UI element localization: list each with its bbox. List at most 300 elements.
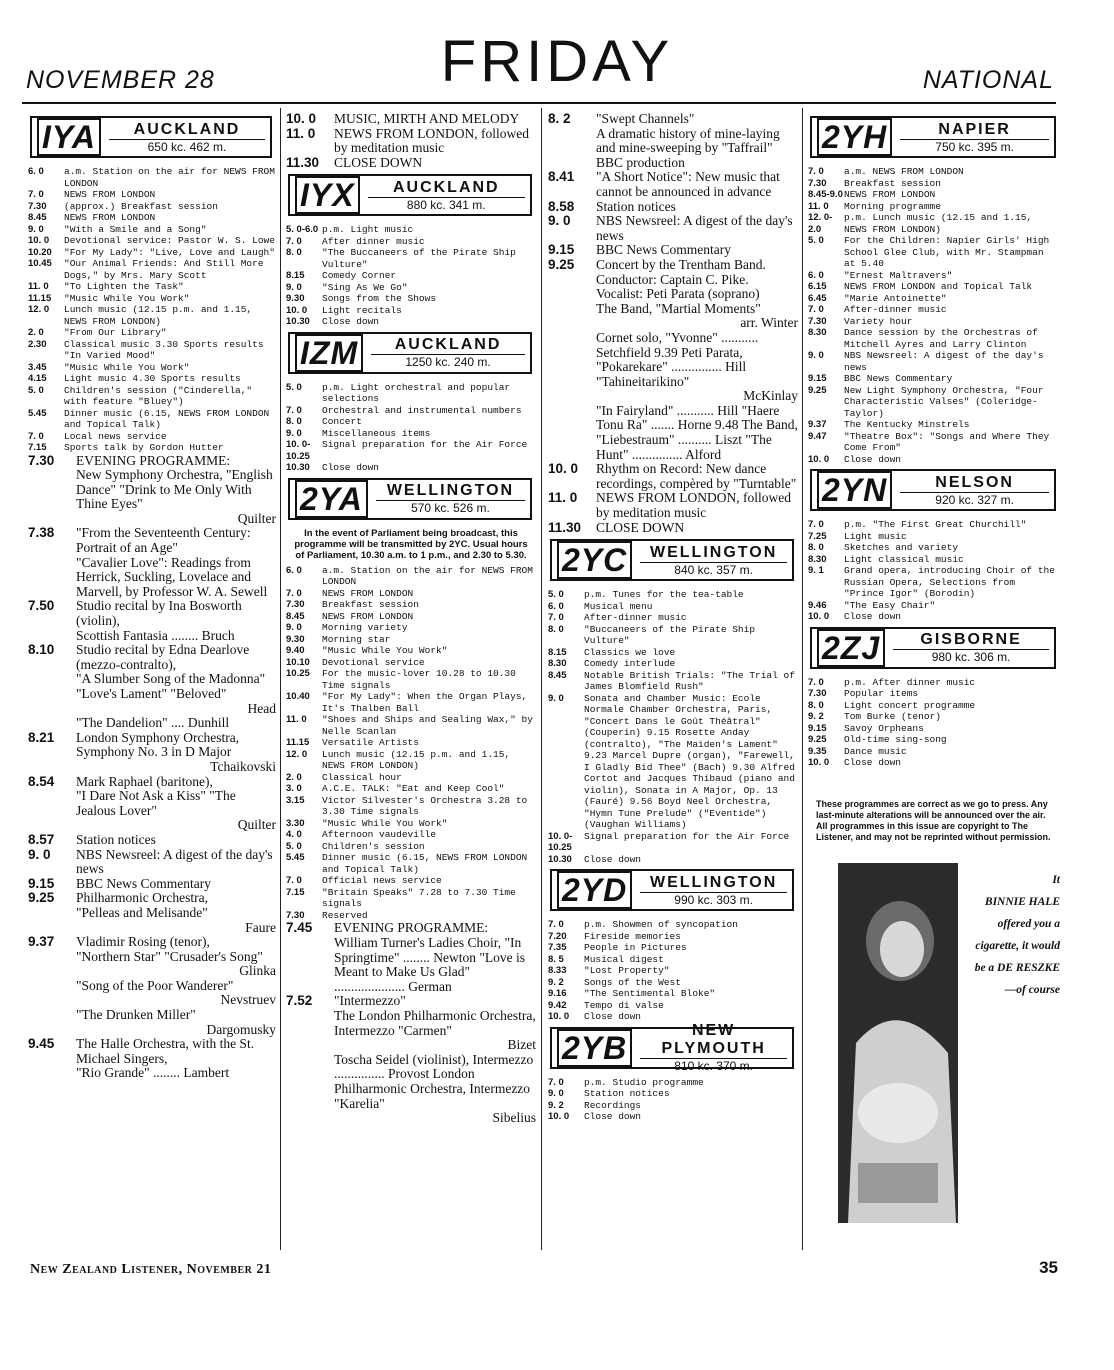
programme-item [548,1088,798,1100]
programme-text: "The Sentimental Bloke" [584,988,716,1000]
programme-text: Classics we love [584,646,676,658]
programme-detail: A dramatic history of mine-laying and mine-sweeping by "Taffrail" BBC production [596,125,780,170]
programme-time: 6. 0 [548,600,564,612]
programme-text: p.m. Light orchestral and popular selections [322,381,511,405]
programme-item [548,491,798,520]
programme-title: London Symphony Orchestra, [76,729,240,745]
programme-item [548,647,798,659]
programme-detail: "Rio Grande" ........ Lambert [76,1065,230,1081]
programme-item [286,611,536,623]
station-call-sign: 2ZJ [817,629,885,667]
station-name: GISBORNE [920,631,1022,648]
programme-detail: "A Slumber Song of the Madonna" "Love's Lament" "Beloved" [76,671,266,701]
programme-time: 9.30 [286,293,305,305]
programme-text [596,170,798,199]
programme-time: 7.50 [28,598,55,614]
station-header [550,539,794,581]
programme-item [286,112,536,127]
programme-time: 8.58 [548,198,575,214]
programme-title: NEWS FROM LONDON, followed by meditation music [334,125,529,156]
programme-time: 9.15 [808,373,827,384]
programme-text: Children's session [322,840,425,852]
programme-item [28,442,276,454]
programme-time: 9. 2 [548,976,564,988]
station-header [288,174,532,216]
programme-text: Close down [844,611,902,622]
programme-time: 8.45 [28,212,47,223]
programme-text: "Buccaneers of the Pirate Ship Vulture" [584,623,756,647]
programme-item [28,339,276,362]
programme-list [808,166,1060,465]
programme-item [286,565,536,588]
programme-text: "Music While You Work" [64,292,190,304]
programme-item [286,875,536,887]
programme-time: 10. 0 [808,453,830,465]
programme-item [808,723,1060,735]
advertisement-text [940,869,1060,1001]
programme-time: 9.46 [808,599,827,611]
programme-composer: Quilter [237,817,276,833]
programme-item [286,316,536,328]
programme-text: p.m. Tunes for the tea-table [584,589,744,601]
programme-time: 7.30 [808,315,827,327]
advertisement [828,863,1060,1233]
programme-text: Afternoon vaudeville [322,829,437,841]
programme-title: Station notices [76,831,156,847]
programme-time: 11.15 [286,737,310,749]
programme-item [808,688,1060,700]
programme-detail: "I Dare Not Ask a Kiss" "The Jealous Lover" [76,788,236,818]
programme-time: 6.15 [808,281,827,292]
programme-text: A.C.E. TALK: "Eat and Keep Cool" [322,783,505,795]
programme-time: 10.30 [548,853,572,865]
programme-item [548,658,798,670]
station-frequency: 840 kc. 357 m. [640,562,787,577]
programme-item [286,714,536,737]
programme-time: 9. 0 [286,427,302,439]
programme-text: "The Buccaneers of the Pirate Ship Vulture" [322,247,516,270]
station-info [376,482,525,515]
programme-title: CLOSE DOWN [596,519,685,535]
programme-time: 10.40 [286,691,310,703]
programme-title: BBC News Commentary [76,875,211,891]
programme-time: 10. 0 [286,112,317,126]
programme-text: Miscellaneous items [322,427,431,439]
programme-text: After-dinner music [584,612,687,624]
programme-time: 12. 0-2.0 [808,212,833,235]
programme-item [808,373,1060,385]
programme-text: Light music [844,530,907,542]
programme-item [808,677,1060,689]
programme-time: 5. 0 [548,589,564,601]
programme-text [334,994,536,1052]
programme-item [286,772,536,784]
programme-item [28,643,276,716]
programme-time: 5. 0 [808,235,824,246]
programme-detail: "The Drunken Miller" [76,1007,196,1023]
programme-text: "For My Lady": "Live, Love and Laugh" [64,246,275,258]
programme-detail: "Northern Star" "Crusader's Song" [76,948,263,964]
programme-detail: William Turner's Ladies Choir, "In Springtime" ........ Newton "Love is Meant to Make Us Glad" ..................... German [334,934,526,994]
programme-title: Rhythm on Record: New dance recordings, compèred by "Turntable" [596,461,797,491]
programme-text: Concert [322,416,362,428]
programme-list [808,677,1060,769]
programme-item [286,645,536,657]
programme-item [808,212,1060,235]
station-header [288,478,532,520]
programme-item [28,247,276,259]
programme-list [808,519,1060,623]
programme-item [808,611,1060,623]
programme-text: "Our Animal Friends: And Still More Dogs," by Mrs. Mary Scott [64,258,264,281]
programme-item [808,235,1060,270]
programme-item [808,189,1060,201]
programme-time: 9. 0 [286,622,302,634]
programme-item [548,601,798,613]
programme-text: "The Easy Chair" [844,599,936,611]
programme-text: Light concert programme [844,699,976,711]
programme-list [28,454,276,1082]
programme-text: (approx.) Breakfast session [64,200,218,212]
programme-item [548,988,798,1000]
programme-time: 9.15 [28,875,55,891]
programme-item [548,931,798,943]
programme-item [808,304,1060,316]
programme-text: Orchestral and instrumental numbers [322,404,522,416]
programme-text: Devotional service [322,656,425,668]
programme-detail: "The Dandelion" .... Dunhill [76,715,230,731]
programme-text: "With a Smile and a Song" [64,223,207,235]
programme-item [808,600,1060,612]
programme-item [808,166,1060,178]
programme-detail: Toscha Seidel (violinist), Intermezzo ............... Provost London Philharmonic Orchestra, Intermezzo "Karelia" [334,1051,534,1111]
programme-time: 3.45 [28,361,47,373]
programme-item [548,670,798,693]
ad-line: It [1052,873,1060,886]
programme-text: Close down [844,757,902,768]
programme-detail: Scottish Fantasia ........ Bruch [76,627,235,643]
column-divider [802,108,803,1250]
programme-item [28,212,276,224]
programme-text: Signal preparation for the Air Force [584,830,790,842]
programme-time: 5. 0-6.0 [286,224,319,236]
programme-text [76,935,276,979]
programme-item [808,700,1060,712]
programme-item [286,382,536,405]
programme-time: 5. 0 [286,381,302,393]
ad-line: be a DE RESZKE [974,961,1060,974]
programme-list [286,112,536,170]
programme-composer: Bizet [507,1037,536,1053]
programme-text: Close down [844,453,902,465]
programme-time: 8. 2 [548,112,571,126]
programme-time [548,331,596,404]
programme-text: Morning variety [322,622,408,634]
programme-composer: Quilter [237,510,276,526]
programme-time: 10. 0 [28,235,50,246]
programme-item [286,691,536,714]
programme-composer: Dargomusky [206,1021,276,1037]
header-day: FRIDAY [440,29,674,94]
programme-detail: "In Fairyland" ........... Hill "Haere Tonu Ra" ....... Horne 9.48 The Band, "Liebestraum" .......... Liszt "The Hunt" ............... Alford [596,402,798,462]
station-frequency: 570 kc. 526 m. [376,500,525,515]
programme-text: "Theatre Box": "Songs and Where They Come From" [844,430,1050,453]
programme-text: Musical digest [584,953,664,965]
footer-publication: New Zealand Listener, November 21 [30,1262,272,1277]
programme-title: Studio recital by Edna Dearlove (mezzo-contralto), [76,642,250,672]
programme-text: p.m. "The First Great Churchill" [844,519,1027,530]
programme-text [596,491,798,520]
programme-text: People in Pictures [584,942,687,954]
programme-list [286,921,536,1125]
programme-time: 8. 0 [808,699,824,711]
programme-title: "A Short Notice": New music that cannot be announced in advance [596,169,780,199]
programme-list [548,1077,798,1123]
programme-item [286,247,536,270]
programme-text [334,112,536,127]
programme-time: 10.30 [286,462,310,474]
programme-text: NBS Newsreel: A digest of the day's news [844,350,1044,373]
station-name: NEW PLYMOUTH [661,1022,766,1058]
station-call-sign: 2YH [817,118,892,156]
programme-text: Dinner music (6.15, NEWS FROM LONDON and Topical Talk) [322,852,528,875]
programme-text: Local news service [64,430,167,442]
programme-text: Breakfast session [844,177,941,189]
programme-item [808,542,1060,554]
programme-time: 7.30 [28,452,55,468]
programme-time: 7. 0 [286,875,302,887]
programme-time: 9.47 [808,430,827,442]
ad-line: —of course [1004,983,1060,996]
programme-item [548,170,798,199]
programme-time: 8. 0 [548,623,564,635]
programme-time: 8. 0 [286,416,302,428]
programme-text: p.m. Lunch music (12.15 and 1.15, NEWS FROM LONDON) [844,212,1033,235]
programme-item [548,200,798,215]
programme-item [808,201,1060,213]
programme-time: 7.30 [808,688,827,699]
programme-item [286,1053,536,1126]
programme-time: 10. 0 [548,1111,570,1123]
programme-text [334,1053,536,1126]
column-2 [286,112,536,1248]
programme-item [548,854,798,866]
programme-time: 10.45 [28,258,52,269]
header-rule [22,102,1056,104]
programme-item [286,818,536,830]
programme-text: NEWS FROM LONDON [64,189,156,200]
programme-time: 10. 0 [808,757,830,768]
programme-text [76,716,276,731]
programme-time: 11. 0 [808,200,829,212]
programme-item [286,829,536,841]
programme-item [286,841,536,853]
programme-text [76,877,276,892]
programme-time: 9.25 [548,256,575,272]
programme-text: Comedy Corner [322,270,397,282]
programme-title: Studio recital by Ina Bosworth (violin), [76,598,242,629]
programme-time: 7. 0 [286,404,302,416]
programme-time: 7. 0 [548,612,564,624]
programme-detail: The Band, "Martial Moments" [596,300,761,316]
programme-title: NBS Newsreel: A digest of the day's news [76,846,273,877]
programme-time: 2. 0 [28,327,44,338]
programme-item [808,519,1060,531]
programme-item [28,935,276,979]
programme-item [808,385,1060,420]
programme-item [808,419,1060,431]
station-header [550,869,794,911]
header-network: NATIONAL [922,66,1054,94]
programme-text: "Music While You Work" [322,645,448,657]
programme-time: 3.30 [286,817,305,829]
programme-item [548,331,798,404]
programme-time: 9.42 [548,999,567,1011]
programme-time: 11.30 [548,519,582,535]
programme-item [548,1077,798,1089]
programme-item [28,848,276,877]
programme-title: CLOSE DOWN [334,154,423,170]
programme-text: Close down [322,316,380,328]
programme-item [286,852,536,875]
programme-item [28,1008,276,1037]
programme-item [286,428,536,440]
station-info [371,336,525,369]
programme-time: 7. 0 [808,166,824,177]
programme-detail: Symphony No. 3 in D Major [76,744,232,760]
programme-text: NEWS FROM LONDON [64,212,156,223]
programme-time: 8.41 [548,169,575,185]
programme-time: 10. 0 [548,1011,570,1023]
programme-text: "To Lighten the Task" [64,281,184,292]
programme-item [808,327,1060,350]
ad-line: cigarette, it would [975,939,1060,952]
programme-time: 9.25 [808,384,827,396]
programme-time: 7. 0 [548,919,564,931]
programme-text: "Sing As We Go" [322,281,408,293]
station-frequency: 1250 kc. 240 m. [371,354,525,369]
programme-text: a.m. NEWS FROM LONDON [844,166,964,177]
programme-item [28,979,276,1008]
programme-item [286,657,536,669]
programme-title: NBS Newsreel: A digest of the day's news [596,213,793,243]
programme-item [548,404,798,462]
programme-text [596,214,798,243]
programme-text: Variety hour [844,315,913,327]
programme-detail: "Song of the Poor Wanderer" [76,977,234,993]
programme-detail: "Cavalier Love": Readings from Herrick, Suckling, Lovelace and Marvell, by Professor W. A. Sewell [76,554,268,599]
programme-time: 4. 0 [286,829,302,841]
programme-time: 7. 0 [808,676,824,688]
programme-title: The Halle Orchestra, with the St. Michael Singers, [76,1036,255,1066]
programme-time: 7.20 [548,930,567,942]
programme-item [548,612,798,624]
programme-detail: The London Philharmonic Orchestra, Intermezzo "Carmen" [334,1007,536,1038]
programme-text [334,921,536,994]
programme-time [28,716,76,731]
station-name: NAPIER [938,120,1011,138]
programme-time: 7.15 [28,442,47,453]
programme-text [76,731,276,775]
programme-time: 7. 0 [808,304,824,315]
programme-item [28,258,276,281]
programme-item [28,304,276,327]
programme-text: a.m. Station on the air for NEWS FROM LONDON [322,564,533,588]
programme-time: 9.16 [548,988,567,1000]
programme-list [548,919,798,1023]
programme-title: NEWS FROM LONDON, followed by meditation music [596,490,791,521]
programme-text: For the music-lover 10.28 to 10.30 Time signals [322,668,516,691]
programme-text: Popular items [844,688,919,699]
programme-time: 8.15 [286,270,305,282]
station-name: AUCKLAND [394,336,502,354]
programme-item [28,385,276,408]
programme-text: "Marie Antoinette" [844,292,947,304]
programme-item [548,1111,798,1123]
programme-text: "Ernest Maltravers" [844,269,953,281]
programme-item [548,942,798,954]
programme-time [28,1008,76,1037]
programme-text [596,521,798,536]
programme-text: "From Our Library" [64,327,167,338]
programme-item [28,235,276,247]
programme-time: 6. 0 [808,269,824,281]
programme-text [596,112,798,170]
programme-text [76,454,276,527]
programme-text: Notable British Trials: "The Trial of James Blomfield Rush" [584,669,795,693]
programme-time: 7.30 [28,200,47,212]
programme-text [596,404,798,462]
programme-composer: Head [247,700,276,716]
programme-time: 9. 0 [548,692,564,704]
programme-item [808,178,1060,190]
programme-item [286,795,536,818]
programme-text: The Kentucky Minstrels [844,419,970,430]
programme-title: "Swept Channels" [596,112,695,126]
programme-item [548,831,798,854]
station-name: WELLINGTON [650,543,778,561]
programme-text: NEWS FROM LONDON [322,610,414,622]
programme-text: "Shoes and Ships and Sealing Wax," by Nelle Scanlan [322,714,533,737]
programme-text: BBC News Commentary [844,373,953,384]
programme-time: 9. 0 [286,281,302,293]
programme-time: 10. 0 [548,461,579,477]
programme-item [286,921,536,994]
ad-line: BINNIE HALE [984,895,1060,908]
programme-text: p.m. Studio programme [584,1076,704,1088]
programme-title: "Intermezzo" [334,993,406,1009]
programme-detail: "Pelleas and Melisande" [76,904,208,920]
column-divider [280,108,281,1250]
programme-time: 3.15 [286,794,305,806]
programme-time: 9.35 [808,745,827,757]
programme-text: Lunch music (12.15 p.m. and 1.15, NEWS FROM LONDON) [64,304,253,327]
programme-time: 5.45 [286,852,305,864]
programme-item [28,189,276,201]
programme-text: Signal preparation for the Air Force [322,439,528,451]
programme-time [548,404,596,462]
programme-item [808,431,1060,454]
programme-time: 11.15 [28,292,52,304]
programme-item [286,783,536,795]
programme-text: NEWS FROM LONDON [844,189,936,200]
programme-text: Old-time sing-song [844,734,947,745]
programme-title: "From the Seventeenth Century: Portrait of an Age" [76,525,251,556]
programme-time: 10. 0 [286,304,308,316]
programme-item [548,243,798,258]
station-name: AUCKLAND [133,120,241,138]
programme-time: 9.25 [28,890,55,906]
